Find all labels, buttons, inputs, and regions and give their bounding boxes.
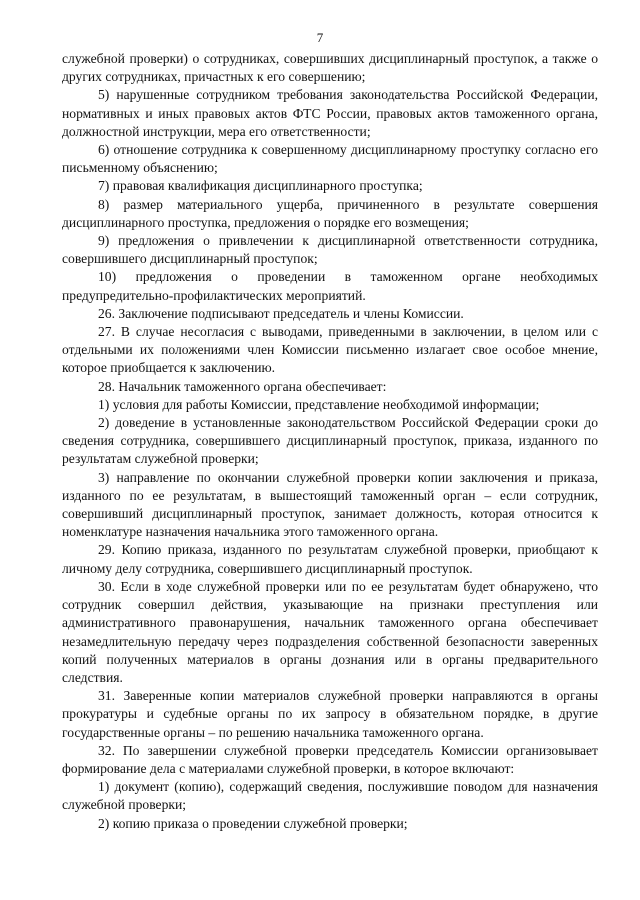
clause-28-item-3: 3) направление по окончании служебной проверки копии заключения и приказа, изданного по ее результатам, в вышестоящий таможенный орган – если сотрудник, совершивший дисциплинарный проступок, занимает должность, которая относится к номенклатуре назначения начальника этого таможенного органа. <box>62 469 598 540</box>
document-body <box>62 50 598 833</box>
clause-32-item-2: 2) копию приказа о проведении служебной проверки; <box>98 815 408 831</box>
clause-30: 30. Если в ходе служебной проверки или по ее результатам будет обнаружено, что сотрудник совершил действия, указывающие на признаки преступления или административного правонарушения, начальник таможенного органа обеспечивает незамедлительную передачу через подразделения собственной безопасности заверенных копий полученных материалов в органы дознания или в органы предварительного следствия. <box>62 578 598 685</box>
list-item-5: 5) нарушенные сотрудником требования законодательства Российской Федерации, нормативных и иных правовых актов ФТС России, правовых актов таможенного органа, должностной инструкции, мера его ответственности; <box>62 87 598 139</box>
clause-31: 31. Заверенные копии материалов служебной проверки направляются в органы прокуратуры и судебные органы по их запросу в обязательном порядке, в другие государственные органы – по решению начальника таможенного органа. <box>62 688 598 740</box>
clause-29: 29. Копию приказа, изданного по результатам служебной проверки, приобщают к личному делу сотрудника, совершившего дисциплинарный проступок. <box>62 542 598 576</box>
list-item-9: 9) предложения о привлечении к дисциплинарной ответственности сотрудника, совершившего дисциплинарный проступок; <box>62 233 598 267</box>
clause-28-item-1: 1) условия для работы Комиссии, представление необходимой информации; <box>98 396 540 412</box>
clause-28-item-2: 2) доведение в установленные законодательством Российской Федерации сроки до сведения сотрудника, совершившего дисциплинарный проступок, приказа, изданного по результатам служебной проверки; <box>62 415 598 467</box>
clause-26: 26. Заключение подписывают председатель и члены Комиссии. <box>98 305 464 321</box>
list-item-10: 10) предложения о проведении в таможенном органе необходимых предупредительно-профилактических мероприятий. <box>62 269 598 303</box>
page-number: 7 <box>316 30 324 45</box>
list-item-8: 8) размер материального ущерба, причиненного в результате совершения дисциплинарного проступка, предложения о порядке его возмещения; <box>62 196 598 230</box>
paragraph-continuation: служебной проверки) о сотрудниках, совершивших дисциплинарный проступок, а также о других сотрудниках, причастных к его совершению; <box>62 51 598 85</box>
list-item-7: 7) правовая квалификация дисциплинарного проступка; <box>98 178 423 194</box>
clause-32-item-1: 1) документ (копию), содержащий сведения, послужившие поводом для назначения служебной проверки; <box>62 779 598 813</box>
clause-32: 32. По завершении служебной проверки председатель Комиссии организовывает формирование дела с материалами служебной проверки, в которое включают: <box>62 742 598 776</box>
clause-27: 27. В случае несогласия с выводами, приведенными в заключении, в целом или с отдельными их положениями член Комиссии письменно излагает свое особое мнение, которое приобщается к заключению. <box>62 324 598 376</box>
clause-28: 28. Начальник таможенного органа обеспечивает: <box>98 378 387 394</box>
list-item-6: 6) отношение сотрудника к совершенному дисциплинарному проступку согласно его письменному объяснению; <box>62 142 598 176</box>
